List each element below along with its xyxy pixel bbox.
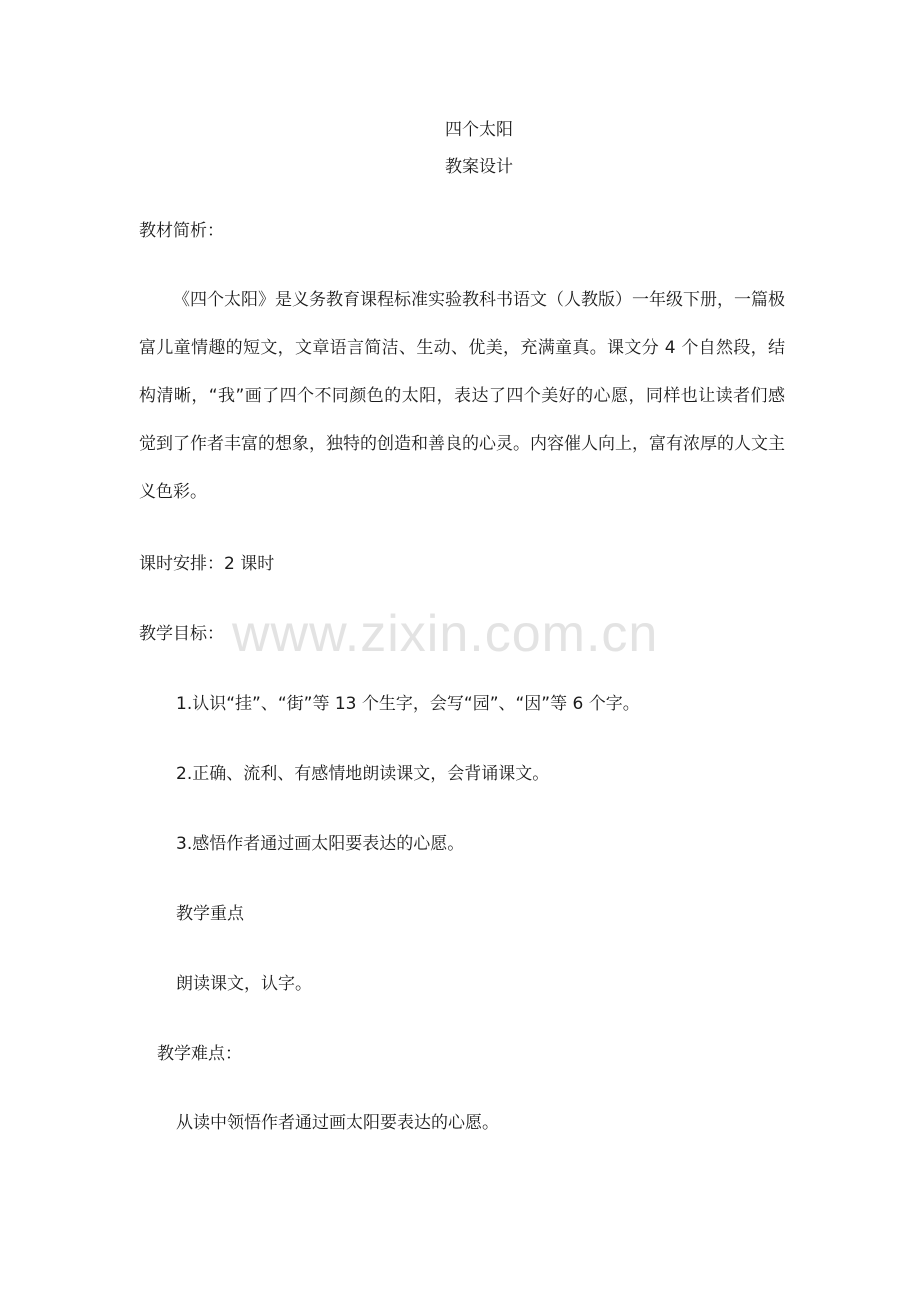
objective-item: 2.正确、流利、有感情地朗读课文，会背诵课文。 [176,764,550,784]
focus-heading: 教学重点 [176,904,244,924]
site-watermark: www.zixin.com.cn [232,605,659,663]
objective-item: 3.感悟作者通过画太阳要表达的心愿。 [176,834,465,854]
difficulty-heading: 教学难点： [157,1044,242,1064]
document-subtitle: 教案设计 [445,157,513,177]
objective-item: 1.认识“挂”、“街”等 13 个生字，会写“园”、“因”等 6 个字。 [176,694,640,714]
schedule-line: 课时安排：2 课时 [139,554,275,574]
analysis-heading: 教材简析： [139,221,224,241]
document-title: 四个太阳 [445,120,513,140]
objectives-heading: 教学目标： [139,624,224,644]
difficulty-body: 从读中领悟作者通过画太阳要表达的心愿。 [176,1113,499,1133]
focus-body: 朗读课文，认字。 [176,974,312,994]
analysis-paragraph: 《四个太阳》是义务教育课程标准实验教科书语文（人教版）一年级下册，一篇极富儿童情趣的短文，文章语言简洁、生动、优美，充满童真。课文分 4 个自然段，结构清晰，“我”画了四个不同颜色的太阳，表达了四个美好的心愿，同样也让读者们感觉到了作者丰富的想象，独特的创造和善良的心灵。内容催人向上，富有浓厚的人文主义色彩。 [139,290,785,502]
